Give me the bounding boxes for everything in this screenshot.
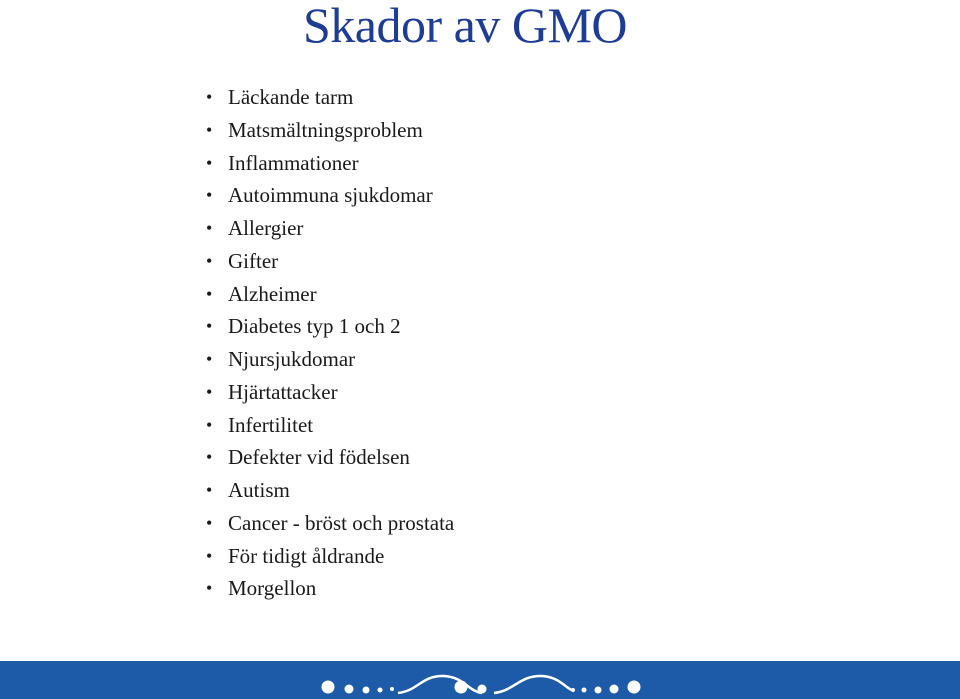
bullet-icon: • [206, 480, 213, 500]
footer-bar [0, 661, 960, 699]
bullet-icon: • [206, 578, 213, 599]
ornament-dot [363, 687, 370, 694]
bullet-icon: • [206, 447, 213, 468]
list-item-label: Infertilitet [228, 412, 314, 437]
bullet-icon: • [206, 87, 213, 107]
list-item [206, 212, 454, 245]
list-item [206, 474, 454, 507]
ornament-dot [571, 688, 575, 692]
bullet-icon: • [206, 283, 213, 304]
bullet-icon: • [206, 512, 213, 533]
list-item [206, 278, 454, 311]
footer-svg [0, 661, 960, 699]
list-item-label: Gifter [228, 248, 279, 273]
bullet-icon: • [206, 119, 213, 140]
bullet-icon: • [206, 349, 213, 369]
list-item-label: Matsmältningsproblem [228, 117, 423, 142]
list-item-label: Allergier [228, 216, 304, 240]
list-item [206, 507, 454, 540]
list-item [206, 310, 454, 343]
harm-list [206, 81, 454, 605]
ornament-dot [378, 688, 383, 693]
list-item-label: Inflammationer [228, 150, 359, 175]
list-item-label: Autism [228, 478, 290, 502]
list-item-label: Morgellon [228, 576, 317, 601]
list-item-label: Diabetes typ 1 och 2 [228, 314, 401, 339]
bullet-icon: • [206, 381, 213, 402]
bullet-icon: • [206, 185, 213, 206]
list-item [206, 147, 454, 180]
ornament-dot [595, 687, 602, 694]
list-item [206, 81, 454, 114]
ornament-dot [628, 681, 641, 694]
list-item [206, 441, 454, 474]
list-item [206, 343, 454, 376]
bullet-icon: • [206, 152, 213, 173]
list-item [206, 245, 454, 278]
ornament-dot [455, 681, 468, 694]
list-item-label: Alzheimer [228, 281, 317, 306]
list-item [206, 572, 454, 605]
ornament-dot [478, 685, 487, 694]
list-item-label: Autoimmuna sjukdomar [228, 183, 433, 208]
list-item [206, 540, 454, 573]
list-item-label: Cancer - bröst och prostata [228, 510, 455, 535]
list-item-label: Läckande tarm [228, 85, 354, 109]
list-item [206, 179, 454, 212]
slide-title: Skador av GMO [303, 0, 628, 53]
list-item [206, 114, 454, 147]
bullet-icon: • [206, 545, 213, 566]
ornament-dot [345, 685, 354, 694]
ornament-dot [322, 681, 335, 694]
list-item [206, 409, 454, 442]
list-item-label: Njursjukdomar [228, 347, 356, 371]
list-item-label: Hjärtattacker [228, 379, 338, 404]
bullet-icon: • [206, 414, 213, 435]
ornament-dot [390, 687, 394, 691]
bullet-icon: • [206, 250, 213, 271]
bullet-icon: • [206, 316, 213, 337]
list-item [206, 376, 454, 409]
bullet-icon: • [206, 218, 213, 238]
ornament-dot [582, 688, 587, 693]
list-item-label: Defekter vid födelsen [228, 445, 410, 470]
ornament-dot [610, 685, 619, 694]
list-item-label: För tidigt åldrande [228, 543, 385, 568]
